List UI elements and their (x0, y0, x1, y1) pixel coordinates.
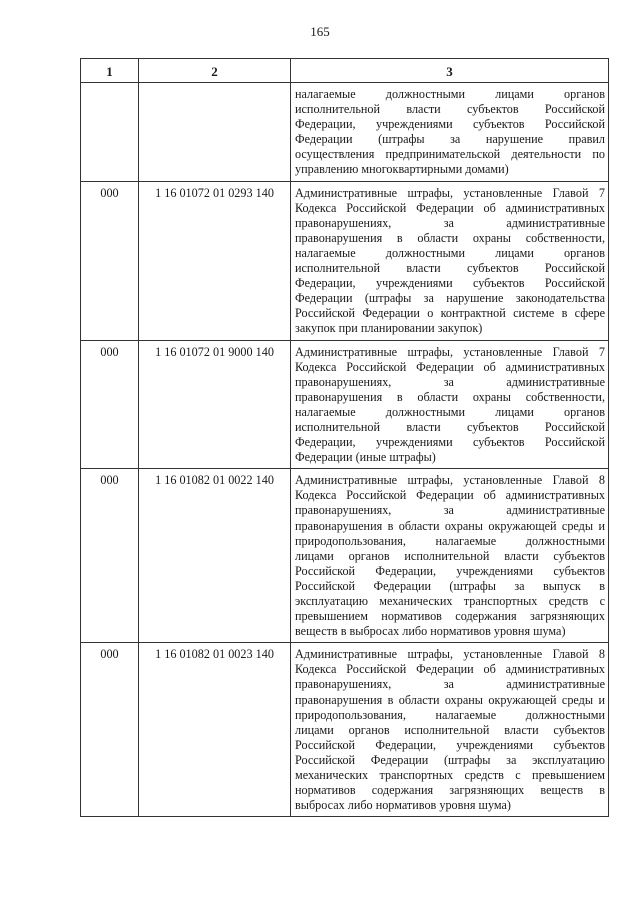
description-line: Федерации, учреждениями субъектов Российской (295, 276, 605, 291)
description-line: природопользования, налагаемые должностными (295, 533, 605, 548)
description-cell (291, 181, 609, 340)
description-line: Федерации, учреждениями субъектов Российской (295, 117, 605, 132)
description-line: исполнительной власти субъектов Российской (295, 419, 605, 434)
description-line: осуществления предпринимательской деятельности по (295, 147, 605, 162)
description-line: правонарушения в области охраны собственности, (295, 230, 605, 245)
description-line: превышением нормативов содержания загрязняющих (295, 609, 605, 624)
description-line: налагаемые должностными лицами органов (295, 404, 605, 419)
description-line: Федерации (штрафы за нарушение законодательства (295, 291, 605, 306)
description-line: закупок при планировании закупок) (295, 321, 483, 336)
column-header-1: 1 (81, 59, 139, 83)
description-line: Административные штрафы, установленные Главой 7 (295, 185, 605, 200)
column-header-2: 2 (139, 59, 291, 83)
budget-code-cell (139, 83, 291, 182)
description-line: механических транспортных средств с превышением (295, 768, 605, 783)
description-line: налагаемые должностными лицами органов (295, 245, 605, 260)
description-line: правонарушениях, за административные (295, 374, 605, 389)
description-line: Российской Федерации (штрафы за выпуск в (295, 578, 605, 593)
description-line: исполнительной власти субъектов Российской (295, 261, 605, 276)
budget-code-cell: 1 16 01072 01 0293 140 (139, 181, 291, 340)
table-row (81, 181, 609, 340)
description-line: Российской Федерации (штрафы за эксплуатацию (295, 752, 605, 767)
description-line: лицами органов исполнительной власти субъектов (295, 548, 605, 563)
description-line: Российской Федерации, учреждениями субъектов (295, 737, 605, 752)
table-header-row (81, 59, 609, 83)
budget-code-cell: 1 16 01072 01 9000 140 (139, 340, 291, 469)
description-line: правонарушения в области охраны собственности, (295, 389, 605, 404)
description-line: Федерации, учреждениями субъектов Российской (295, 435, 605, 450)
description-line: нормативов содержания загрязняющих веществ в (295, 783, 605, 798)
admin-code-cell: 000 (81, 643, 139, 817)
description-line: Кодекса Российской Федерации об административных (295, 488, 605, 503)
description-line: природопользования, налагаемые должностными (295, 707, 605, 722)
description-cell (291, 340, 609, 469)
table-body (81, 83, 609, 817)
description-line: Российской Федерации, учреждениями субъектов (295, 563, 605, 578)
description-line: правонарушения в области охраны окружающей среды и (295, 692, 605, 707)
table-row (81, 469, 609, 643)
table-row (81, 340, 609, 469)
description-line: лицами органов исполнительной власти субъектов (295, 722, 605, 737)
description-line: Административные штрафы, установленные Главой 7 (295, 344, 605, 359)
description-cell (291, 83, 609, 182)
admin-code-cell: 000 (81, 181, 139, 340)
admin-code-cell (81, 83, 139, 182)
budget-classification-table (80, 58, 609, 817)
admin-code-cell: 000 (81, 340, 139, 469)
description-line: Федерации (штрафы за нарушение правил (295, 132, 605, 147)
description-line: Кодекса Российской Федерации об административных (295, 662, 605, 677)
description-cell (291, 643, 609, 817)
description-line: Административные штрафы, установленные Главой 8 (295, 473, 605, 488)
table-row (81, 83, 609, 182)
description-cell (291, 469, 609, 643)
description-line: Кодекса Российской Федерации об административных (295, 359, 605, 374)
page-number: 165 (310, 24, 330, 39)
description-line: исполнительной власти субъектов Российской (295, 102, 605, 117)
description-line: правонарушениях, за административные (295, 677, 605, 692)
admin-code-cell: 000 (81, 469, 139, 643)
description-line: выбросах либо нормативов уровня шума) (295, 798, 511, 813)
description-line: веществ в выбросах либо нормативов уровня шума) (295, 624, 566, 639)
description-line: правонарушениях, за административные (295, 215, 605, 230)
description-line: управлению многоквартирными домами) (295, 162, 509, 177)
description-line: правонарушения в области охраны окружающей среды и (295, 518, 605, 533)
description-line: Кодекса Российской Федерации об административных (295, 200, 605, 215)
table-row (81, 643, 609, 817)
budget-code-cell: 1 16 01082 01 0022 140 (139, 469, 291, 643)
description-line: Федерации (иные штрафы) (295, 450, 436, 465)
description-line: Российской Федерации о контрактной системе в сфере (295, 306, 605, 321)
description-line: эксплуатацию механических транспортных средств с (295, 594, 605, 608)
description-line: правонарушениях, за административные (295, 503, 605, 518)
budget-code-cell: 1 16 01082 01 0023 140 (139, 643, 291, 817)
column-header-3: 3 (291, 59, 609, 83)
description-line: Административные штрафы, установленные Главой 8 (295, 647, 605, 662)
description-line: налагаемые должностными лицами органов (295, 87, 605, 101)
